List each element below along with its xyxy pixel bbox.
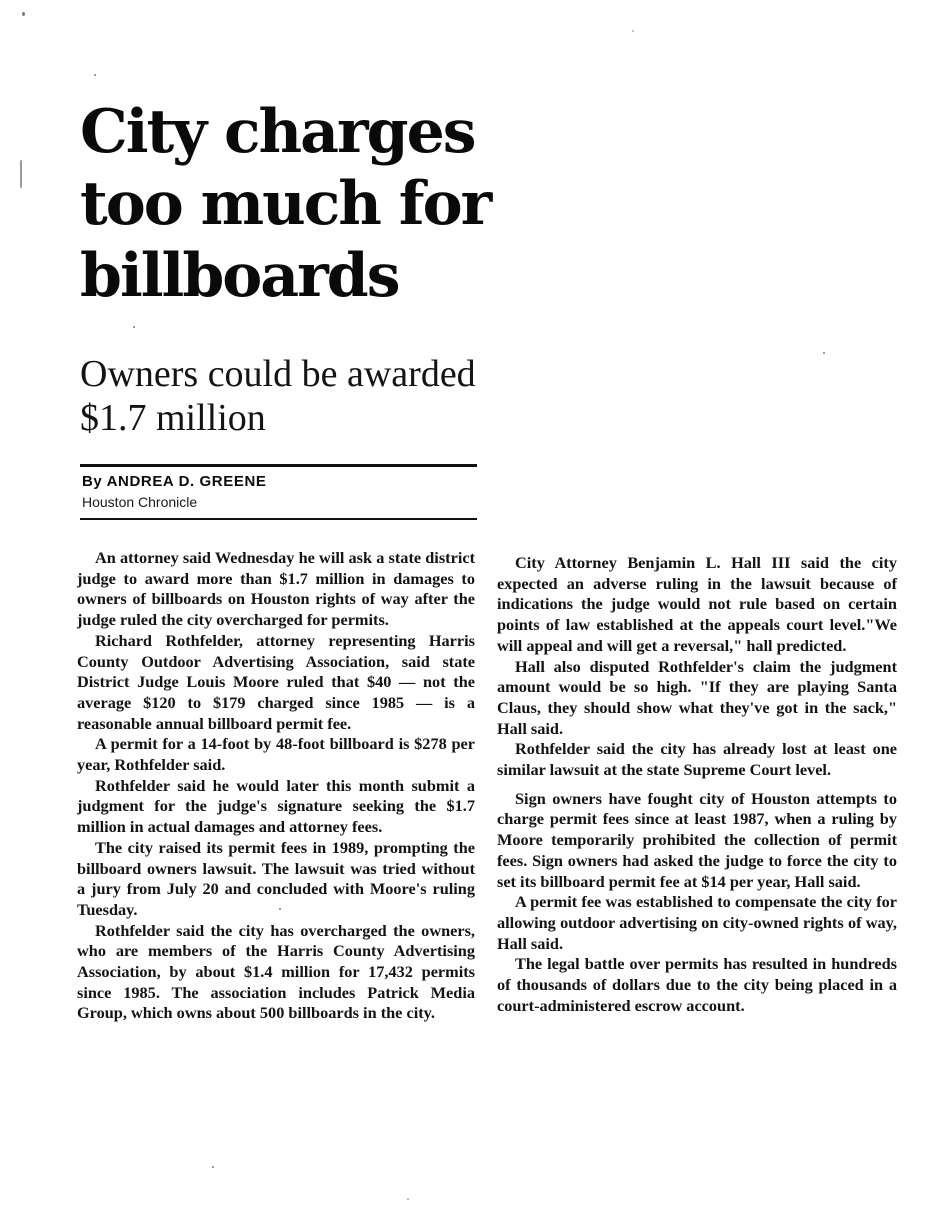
paragraph: City Attorney Benjamin L. Hall III said the city expected an adverse ruling in the lawsuit because of indications the judge would not rule based on certain points of law established at the appeals court level."We will appeal and will get a reversal," hall predicted. [497, 553, 897, 655]
paragraph: Sign owners have fought city of Houston attempts to charge permit fees since at least 1987, when a ruling by Moore temporarily prohibited the collection of permit fees. Sign owners had asked the judge to force the city to set its billboard permit fee at $14 per year, Hall said. [497, 788, 897, 891]
byline-author: By ANDREA D. GREENE [82, 473, 267, 490]
scan-speck [212, 1166, 214, 1168]
headline: City charges too much for billboards [80, 97, 491, 311]
scan-speck [823, 352, 825, 354]
paragraph: Hall also disputed Rothfelder's claim the judgment amount would be so high. "If they are playing Santa Claus, they should show what they've got in the sack," Hall said. [497, 656, 897, 738]
paragraph: An attorney said Wednesday he will ask a state district judge to award more than $1.7 million in damages to owners of billboards on Houston rights of way after the judge ruled the city overcharged for permits. [77, 548, 475, 630]
scan-speck [133, 326, 135, 328]
byline-top-rule [80, 464, 477, 467]
byline-publication: Houston Chronicle [82, 494, 198, 510]
scan-speck [20, 160, 22, 188]
paragraph: Rothfelder said the city has overcharged the owners, who are members of the Harris County Advertising Association, by about $1.4 million for 17,432 permits since 1985. The association includes Patrick Media Group, which owns about 500 billboards in the city. [77, 920, 475, 1023]
paragraph: Rothfelder said he would later this month submit a judgment for the judge's signature seeking the $1.7 million in actual damages and attorney fees. [77, 775, 475, 837]
scan-speck [22, 12, 25, 16]
article-column-left [77, 548, 475, 1024]
paragraph: Rothfelder said the city has already lost at least one similar lawsuit at the state Supreme Court level. [497, 739, 897, 780]
scan-speck [94, 74, 96, 76]
article-column-right [497, 553, 897, 1016]
scan-speck [632, 30, 634, 32]
scan-speck [407, 1198, 409, 1200]
paragraph: The city raised its permit fees in 1989, prompting the billboard owners lawsuit. The lawsuit was tried without a jury from July 20 and concluded with Moore's ruling Tuesday. [77, 837, 475, 919]
paragraph: A permit for a 14-foot by 48-foot billboard is $278 per year, Rothfelder said. [77, 734, 475, 775]
paragraph: A permit fee was established to compensate the city for allowing outdoor advertising on city-owned rights of way, Hall said. [497, 892, 897, 953]
byline [82, 472, 472, 512]
scan-speck [279, 908, 281, 910]
subheadline: Owners could be awarded $1.7 million [80, 353, 476, 439]
paragraph: The legal battle over permits has resulted in hundreds of thousands of dollars due to the city being placed in a court-administered escrow account. [497, 954, 897, 1015]
byline-bottom-rule [80, 518, 477, 520]
paragraph: Richard Rothfelder, attorney representing Harris County Outdoor Advertising Association, said state District Judge Louis Moore ruled that $40 — not the average $120 to $179 charged since 1985 — is a reasonable annual billboard permit fee. [77, 630, 475, 733]
